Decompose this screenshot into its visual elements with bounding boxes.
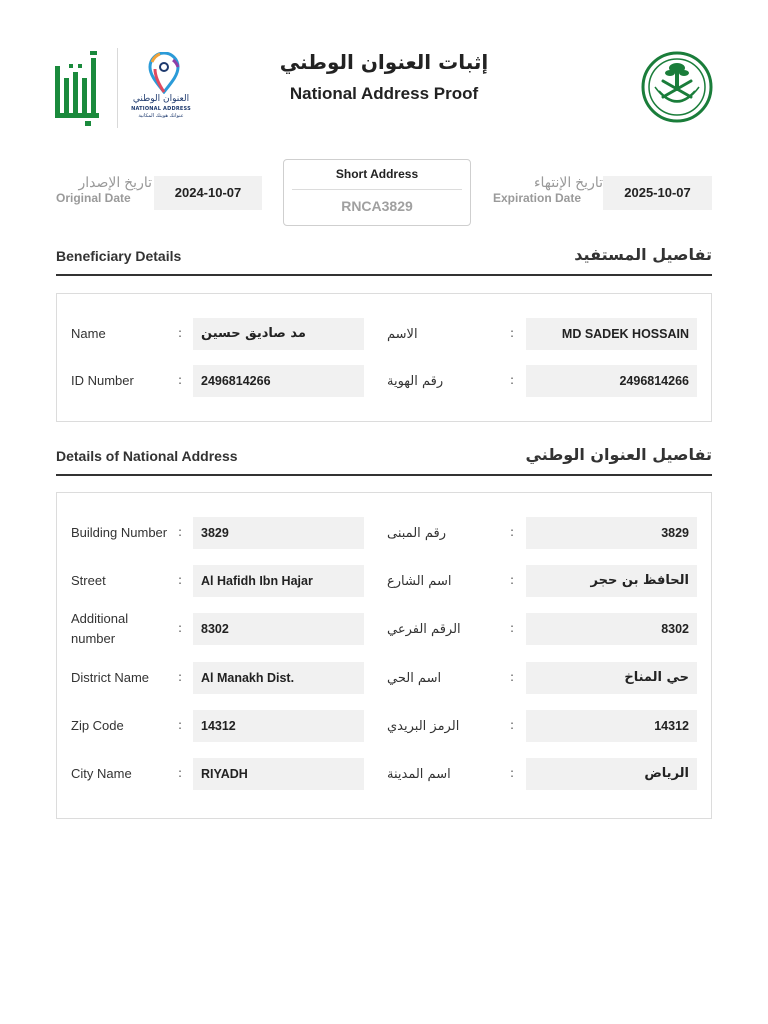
expiration-date-value: 2025-10-07 xyxy=(603,176,712,210)
colon: : xyxy=(178,718,183,732)
national-address-logo-ar: العنوان الوطني xyxy=(132,94,190,104)
colon: : xyxy=(178,621,183,635)
national-address-logo-sub: عنوانك هويتك المكانية xyxy=(138,113,184,119)
field-label-en: District Name xyxy=(71,670,150,685)
page-title-en: National Address Proof xyxy=(289,84,479,103)
short-address-box xyxy=(283,159,471,226)
colon: : xyxy=(510,766,515,780)
beneficiary-heading xyxy=(56,245,712,276)
expiration-date-label xyxy=(493,174,603,205)
table-row xyxy=(57,361,711,401)
table-row xyxy=(57,561,711,601)
table-row xyxy=(57,513,711,553)
table-row xyxy=(57,609,711,649)
field-label-ar: اسم الشارع xyxy=(387,573,452,589)
table-row xyxy=(57,658,711,698)
colon: : xyxy=(510,621,515,635)
national-address-logo-en: NATIONAL ADDRESS xyxy=(131,106,191,112)
original-date-label-ar: تاريخ الإصدار xyxy=(78,174,152,190)
field-label-ar: الرقم الفرعي xyxy=(387,621,461,637)
short-address-divider xyxy=(292,189,462,190)
table-row xyxy=(57,706,711,746)
field-value-ar: 3829 xyxy=(526,517,697,549)
table-row xyxy=(57,314,711,354)
colon: : xyxy=(510,670,515,684)
beneficiary-panel xyxy=(56,293,712,422)
field-value-en: Al Hafidh Ibn Hajar xyxy=(193,565,364,597)
short-address-value: RNCA3829 xyxy=(341,198,413,214)
colon: : xyxy=(510,326,515,340)
field-label-ar: الرمز البريدي xyxy=(387,718,460,734)
page-title-ar: إثبات العنوان الوطني xyxy=(279,50,489,74)
field-value-ar: 14312 xyxy=(526,710,697,742)
field-label-en: Street xyxy=(71,573,106,588)
field-label-en: Zip Code xyxy=(71,718,124,733)
colon: : xyxy=(178,573,183,587)
colon: : xyxy=(510,525,515,539)
national-address-panel xyxy=(56,492,712,819)
expiration-date-label-en: Expiration Date xyxy=(493,191,582,205)
field-value-ar: حي المناخ xyxy=(526,662,697,694)
field-value-en: 3829 xyxy=(193,517,364,549)
field-label-en: City Name xyxy=(71,766,132,781)
absher-logo-icon xyxy=(52,50,104,126)
field-value-ar: 8302 xyxy=(526,613,697,645)
field-label-ar: رقم الهوية xyxy=(387,373,444,389)
table-row xyxy=(57,754,711,794)
beneficiary-heading-ar: تفاصيل المستفيد xyxy=(574,245,712,264)
field-label-en: ID Number xyxy=(71,373,134,388)
field-value-ar: 2496814266 xyxy=(526,365,697,397)
field-value-en: 2496814266 xyxy=(193,365,364,397)
short-address-title: Short Address xyxy=(335,167,419,181)
expiration-date-label-ar: تاريخ الإنتهاء xyxy=(533,174,603,190)
saudi-emblem-icon xyxy=(641,51,713,123)
colon: : xyxy=(510,573,515,587)
beneficiary-heading-en: Beneficiary Details xyxy=(56,248,182,264)
colon: : xyxy=(178,670,183,684)
original-date-value: 2024-10-07 xyxy=(154,176,262,210)
colon: : xyxy=(510,373,515,387)
field-value-en: RIYADH xyxy=(193,758,364,790)
field-label-ar: الاسم xyxy=(387,326,418,342)
field-value-en: Al Manakh Dist. xyxy=(193,662,364,694)
document-header xyxy=(0,0,768,150)
national-address-heading-ar: تفاصيل العنوان الوطني xyxy=(525,445,712,464)
original-date-label xyxy=(56,174,152,205)
colon: : xyxy=(178,326,183,340)
location-pin-icon xyxy=(146,52,182,94)
field-value-ar: MD SADEK HOSSAIN xyxy=(526,318,697,350)
colon: : xyxy=(178,373,183,387)
original-date-label-en: Original Date xyxy=(56,191,131,205)
field-value-ar: الرياض xyxy=(526,758,697,790)
national-address-heading-en: Details of National Address xyxy=(56,448,238,464)
field-value-en: 14312 xyxy=(193,710,364,742)
national-address-logo xyxy=(128,52,196,124)
colon: : xyxy=(510,718,515,732)
field-label-en: Additional number xyxy=(71,611,129,646)
field-value-en: 8302 xyxy=(193,613,364,645)
colon: : xyxy=(178,766,183,780)
national-address-heading xyxy=(56,445,712,476)
colon: : xyxy=(178,525,183,539)
field-value-ar: الحافظ بن حجر xyxy=(526,565,697,597)
header-divider xyxy=(117,48,118,128)
field-label-ar: اسم الحي xyxy=(387,670,442,686)
field-label-en: Name xyxy=(71,326,106,341)
field-label-ar: رقم المبنى xyxy=(387,525,447,541)
field-value-en: مد صاديق حسين xyxy=(193,318,364,350)
field-label-en: Building Number xyxy=(71,525,168,540)
field-label-ar: اسم المدينة xyxy=(387,766,451,782)
